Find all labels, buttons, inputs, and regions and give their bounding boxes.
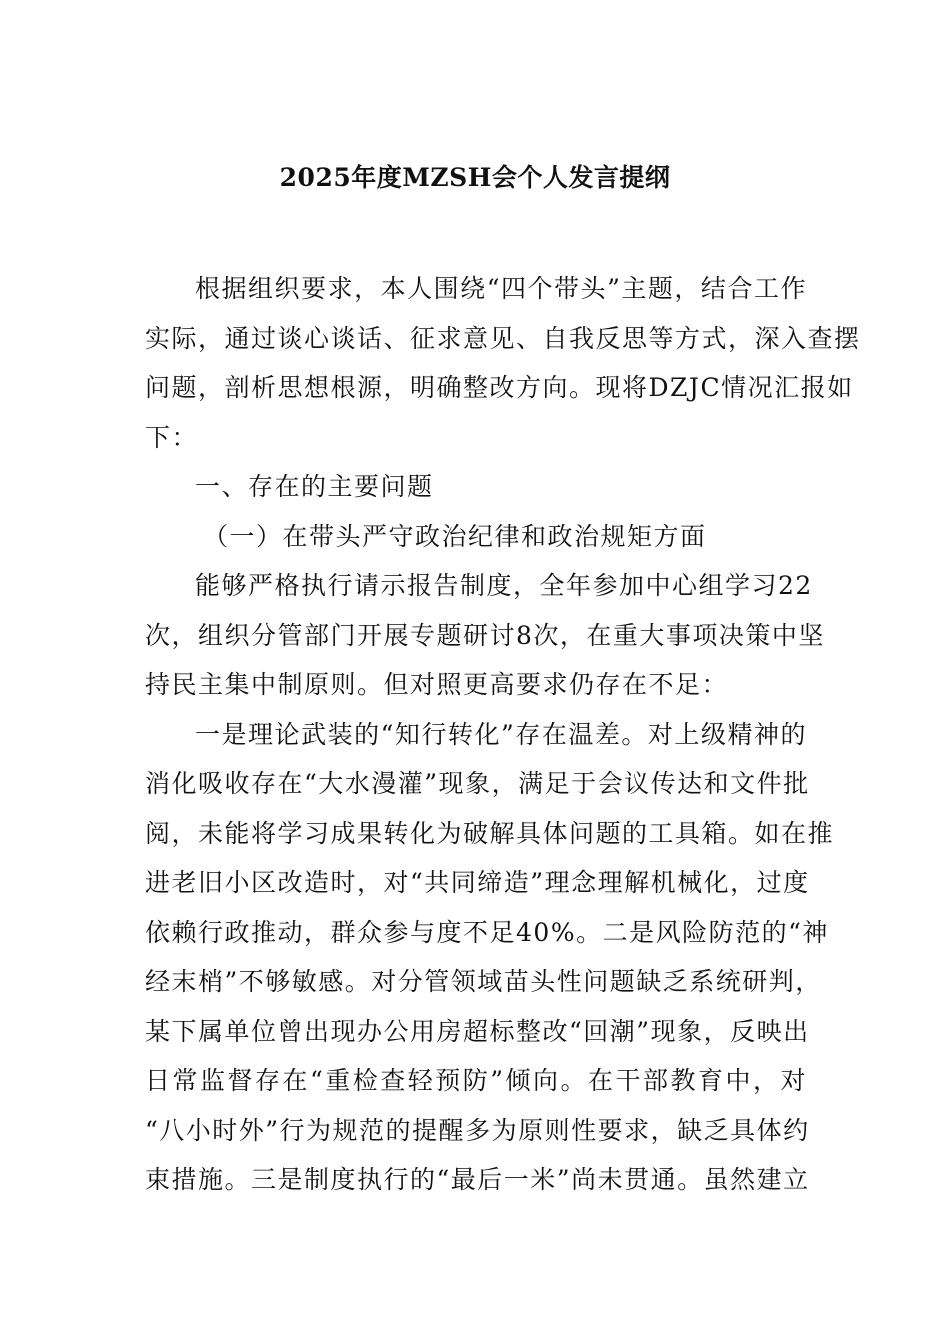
- paragraph-line: 某下属单位曾出现办公用房超标整改“回潮”现象，反映出: [145, 1016, 810, 1046]
- paragraph-line: 经末梢”不够敏感。对分管领域苗头性问题缺乏系统研判，: [145, 967, 822, 996]
- section-heading: 一、存在的主要问题: [195, 472, 434, 501]
- paragraph-line: 一是理论武装的“知行转化”存在温差。对上级精神的: [195, 719, 807, 749]
- paragraph-line: 持民主集中制原则。但对照更高要求仍存在不足：: [145, 670, 729, 699]
- subsection-heading: （一）在带头严守政治纪律和政治规矩方面: [203, 521, 707, 551]
- paragraph-line: 消化吸收存在“大水漫灌”现象，满足于会议传达和文件批: [145, 769, 810, 798]
- paragraph-line: 下：: [145, 422, 199, 452]
- paragraph-line: 日常监督存在“重检查轻预防”倾向。在干部教育中，对: [145, 1066, 807, 1095]
- paragraph-line: 次，组织分管部门开展专题研讨8次，在重大事项决策中坚: [145, 620, 825, 650]
- paragraph-line: 问题，剖析思想根源，明确整改方向。现将DZJC情况汇报如: [145, 373, 854, 402]
- paragraph-line: 能够严格执行请示报告制度，全年参加中心组学习22: [195, 571, 813, 600]
- paragraph-line: 依赖行政推动，群众参与度不足40%。二是风险防范的“神: [145, 917, 829, 947]
- paragraph-line: “八小时外”行为规范的提醒多为原则性要求，缺乏具体约: [145, 1115, 810, 1145]
- document-body: [145, 264, 861, 1205]
- paragraph-line: 根据组织要求，本人围绕“四个带头”主题，结合工作: [195, 274, 807, 303]
- paragraph-line: 束措施。三是制度执行的“最后一米”尚未贯通。虽然建立: [145, 1165, 810, 1194]
- paragraph-line: 进老旧小区改造时，对“共同缔造”理念理解机械化，过度: [145, 868, 810, 897]
- document-title: 2025年度MZSH会个人发言提纲: [279, 163, 671, 192]
- paragraph-line: 实际，通过谈心谈话、征求意见、自我反思等方式，深入查摆: [145, 323, 861, 353]
- paragraph-line: 阅，未能将学习成果转化为破解具体问题的工具箱。如在推: [145, 818, 835, 848]
